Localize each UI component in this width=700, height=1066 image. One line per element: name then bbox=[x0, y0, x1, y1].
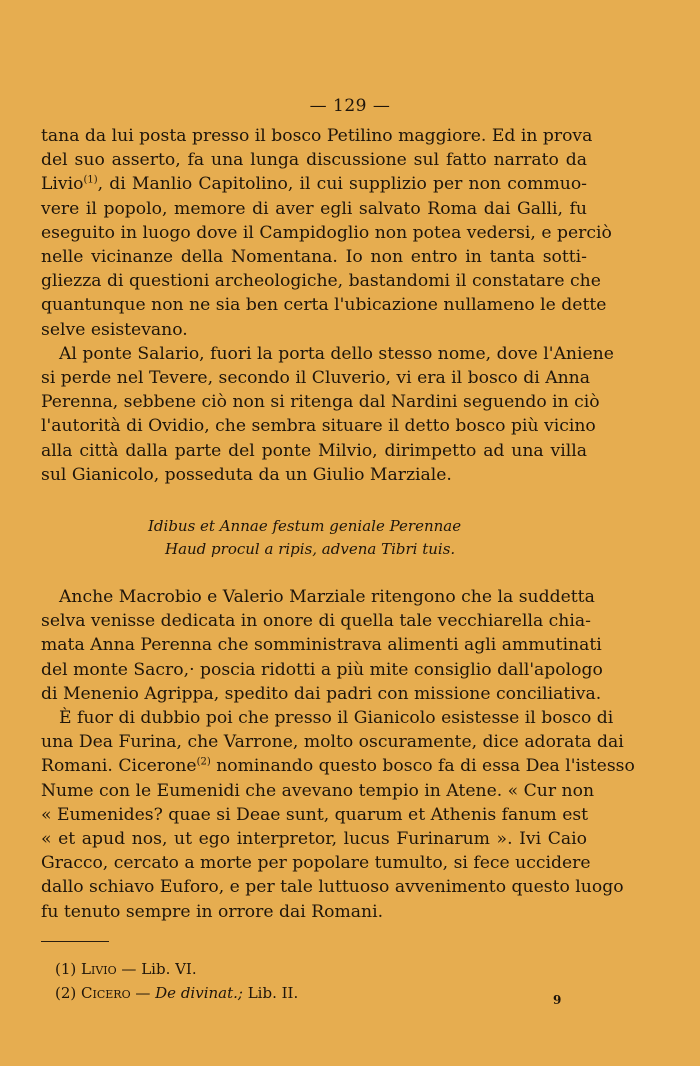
text-line: gliezza di questioni archeologiche, bastandomi il constatare che bbox=[41, 271, 601, 292]
footnote-author: Livio bbox=[81, 960, 117, 978]
text-line: del suo asserto, fa una lunga discussione sul fatto narrato da bbox=[41, 150, 587, 171]
footnote-1 bbox=[55, 957, 298, 981]
body-text-block-1 bbox=[41, 124, 614, 487]
latin-quote bbox=[148, 515, 461, 561]
text-line bbox=[41, 754, 635, 778]
text-line: Gracco, cercato a morte per popolare tumulto, si fece uccidere bbox=[41, 853, 591, 874]
text-line: alla città dalla parte del ponte Milvio, dirimpetto ad una villa bbox=[41, 440, 587, 461]
footnote-title: De divinat.; bbox=[155, 984, 243, 1002]
footnote-separator: — bbox=[130, 984, 156, 1002]
text-line: mata Anna Perenna che somministrava alimenti agli ammutinati bbox=[41, 635, 602, 656]
text-segment: Livio bbox=[41, 174, 84, 195]
footnotes bbox=[55, 957, 298, 1005]
body-text-block-2 bbox=[41, 585, 635, 924]
text-line: « Eumenides? quae si Deae sunt, quarum et Athenis fanum est bbox=[41, 804, 589, 825]
footnote-ref: Lib. VI. bbox=[141, 960, 197, 978]
text-line: fu tenuto sempre in orrore dai Romani. bbox=[41, 901, 384, 922]
footnote-ref-1[interactable]: (1) bbox=[83, 174, 98, 186]
text-line: « et apud nos, ut ego interpretor, lucus Furinarum ». Ivi Caio bbox=[41, 829, 587, 850]
text-line: Nume con le Eumenidi che avevano tempio in Atene. « Cur non bbox=[41, 780, 595, 801]
text-line bbox=[41, 172, 587, 196]
text-line: di Menenio Agrippa, spedito dai padri con missione conciliativa. bbox=[41, 683, 602, 704]
text-line: eseguito in luogo dove il Campidoglio non potea vedersi, e perciò bbox=[41, 222, 612, 243]
quote-line: Haud procul a ripis, advena Tibri tuis. bbox=[165, 540, 456, 558]
text-line: quantunque non ne sia ben certa l'ubicazione nullameno le dette bbox=[41, 295, 607, 316]
footnote-author: Cicero bbox=[81, 984, 131, 1002]
text-line: Anche Macrobio e Valerio Marziale ritengono che la suddetta bbox=[59, 587, 595, 607]
text-line: nelle vicinanze della Nomentana. Io non entro in tanta sotti- bbox=[41, 247, 587, 268]
text-line: È fuor di dubbio poi che presso il Gianicolo esistesse il bosco di bbox=[59, 708, 614, 729]
text-line: Al ponte Salario, fuori la porta dello stesso nome, dove l'Aniene bbox=[59, 343, 614, 364]
footnote-ref: Lib. II. bbox=[242, 984, 299, 1002]
text-segment: , di Manlio Capitolino, il cui supplizio per non commuo- bbox=[97, 174, 587, 195]
text-line: Perenna, sebbene ciò non si ritenga dal Nardini seguendo in ciò bbox=[41, 392, 600, 413]
text-line: sul Gianicolo, posseduta da un Giulio Marziale. bbox=[41, 464, 452, 485]
footnote-number: (1) bbox=[55, 960, 77, 978]
quote-line: Idibus et Annae festum geniale Perennae bbox=[148, 517, 462, 535]
text-line: l'autorità di Ovidio, che sembra situare il detto bosco più vicino bbox=[41, 416, 596, 437]
text-line: dallo schiavo Euforo, e per tale luttuoso avvenimento questo luogo bbox=[41, 877, 624, 898]
footnote-2 bbox=[55, 981, 298, 1005]
text-line: una Dea Furina, che Varrone, molto oscuramente, dice adorata dai bbox=[41, 732, 624, 753]
footnote-ref-2[interactable]: (2) bbox=[196, 756, 211, 768]
text-line: del monte Sacro,· poscia ridotti a più mite consiglio dall'apologo bbox=[41, 659, 603, 680]
signature-mark: 9 bbox=[553, 993, 562, 1007]
text-segment: nominando questo bosco fa di essa Dea l'istesso bbox=[210, 756, 635, 777]
text-line: selva venisse dedicata in onore di quella tale vecchiarella chia- bbox=[41, 611, 591, 632]
footnote-divider bbox=[41, 941, 109, 942]
text-line: si perde nel Tevere, secondo il Cluverio, vi era il bosco di Anna bbox=[41, 368, 590, 389]
page-number: — 129 — bbox=[309, 96, 391, 116]
footnote-number: (2) bbox=[55, 984, 77, 1002]
text-line: vere il popolo, memore di aver egli salvato Roma dai Galli, fu bbox=[41, 198, 587, 219]
text-line: tana da lui posta presso il bosco Petilino maggiore. Ed in prova bbox=[41, 126, 593, 146]
text-segment: Romani. Cicerone bbox=[41, 756, 197, 777]
text-line: selve esistevano. bbox=[41, 319, 188, 340]
footnote-separator: — bbox=[116, 960, 142, 978]
